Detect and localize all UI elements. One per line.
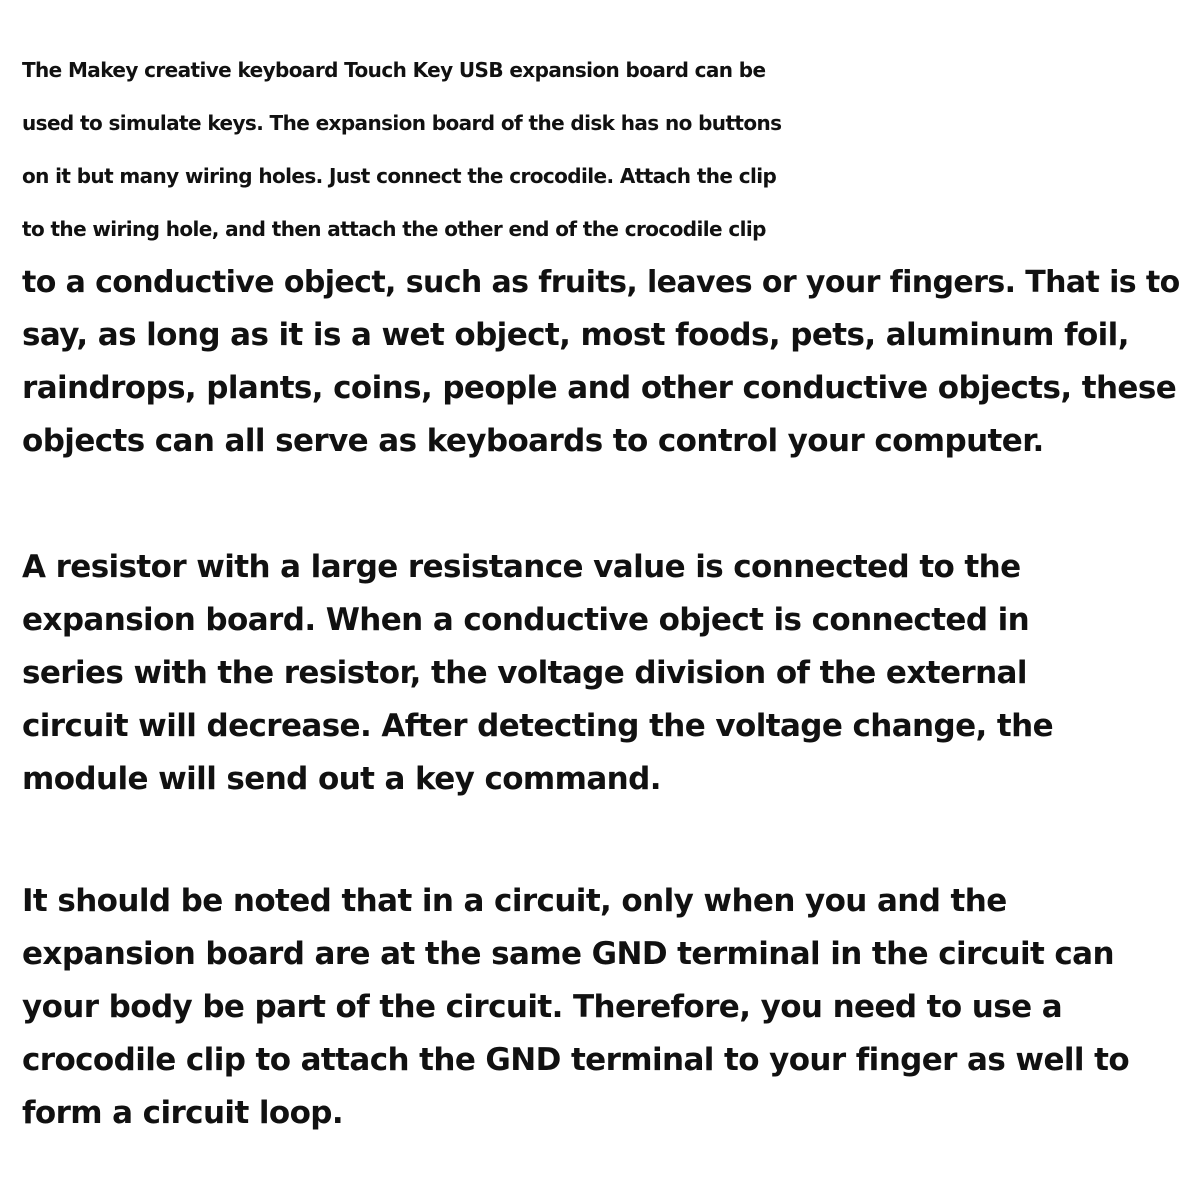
text-line: form a circuit loop. — [22, 1095, 344, 1131]
text-line: crocodile clip to attach the GND terminal to your finger as well to — [22, 1042, 1130, 1078]
text-line: series with the resistor, the voltage division of the external — [22, 655, 1027, 691]
text-line: circuit will decrease. After detecting the voltage change, the — [22, 708, 1053, 744]
text-line: expansion board. When a conductive object is connected in — [22, 602, 1030, 638]
text-line: module will send out a key command. — [22, 761, 661, 797]
paragraph-intro — [22, 44, 1180, 468]
text-line: to a conductive object, such as fruits, leaves or your fingers. That is to — [22, 265, 1180, 300]
text-line: used to simulate keys. The expansion board of the disk has no buttons — [22, 111, 782, 135]
text-line: raindrops, plants, coins, people and other conductive objects, these — [22, 370, 1177, 406]
text-line: say, as long as it is a wet object, most foods, pets, aluminum foil, — [22, 317, 1129, 353]
text-line: your body be part of the circuit. Therefore, you need to use a — [22, 989, 1063, 1025]
text-line: The Makey creative keyboard Touch Key USB expansion board can be — [22, 58, 766, 82]
paragraph-gnd-note — [22, 875, 1129, 1140]
text-line: It should be noted that in a circuit, only when you and the — [22, 883, 1007, 919]
paragraph-resistor — [22, 541, 1053, 806]
text-line: on it but many wiring holes. Just connect the crocodile. Attach the clip — [22, 164, 777, 188]
text-line: expansion board are at the same GND terminal in the circuit can — [22, 936, 1114, 972]
text-line: A resistor with a large resistance value is connected to the — [22, 549, 1021, 585]
text-line: objects can all serve as keyboards to control your computer. — [22, 423, 1044, 459]
text-line: to the wiring hole, and then attach the other end of the crocodile clip — [22, 217, 766, 241]
